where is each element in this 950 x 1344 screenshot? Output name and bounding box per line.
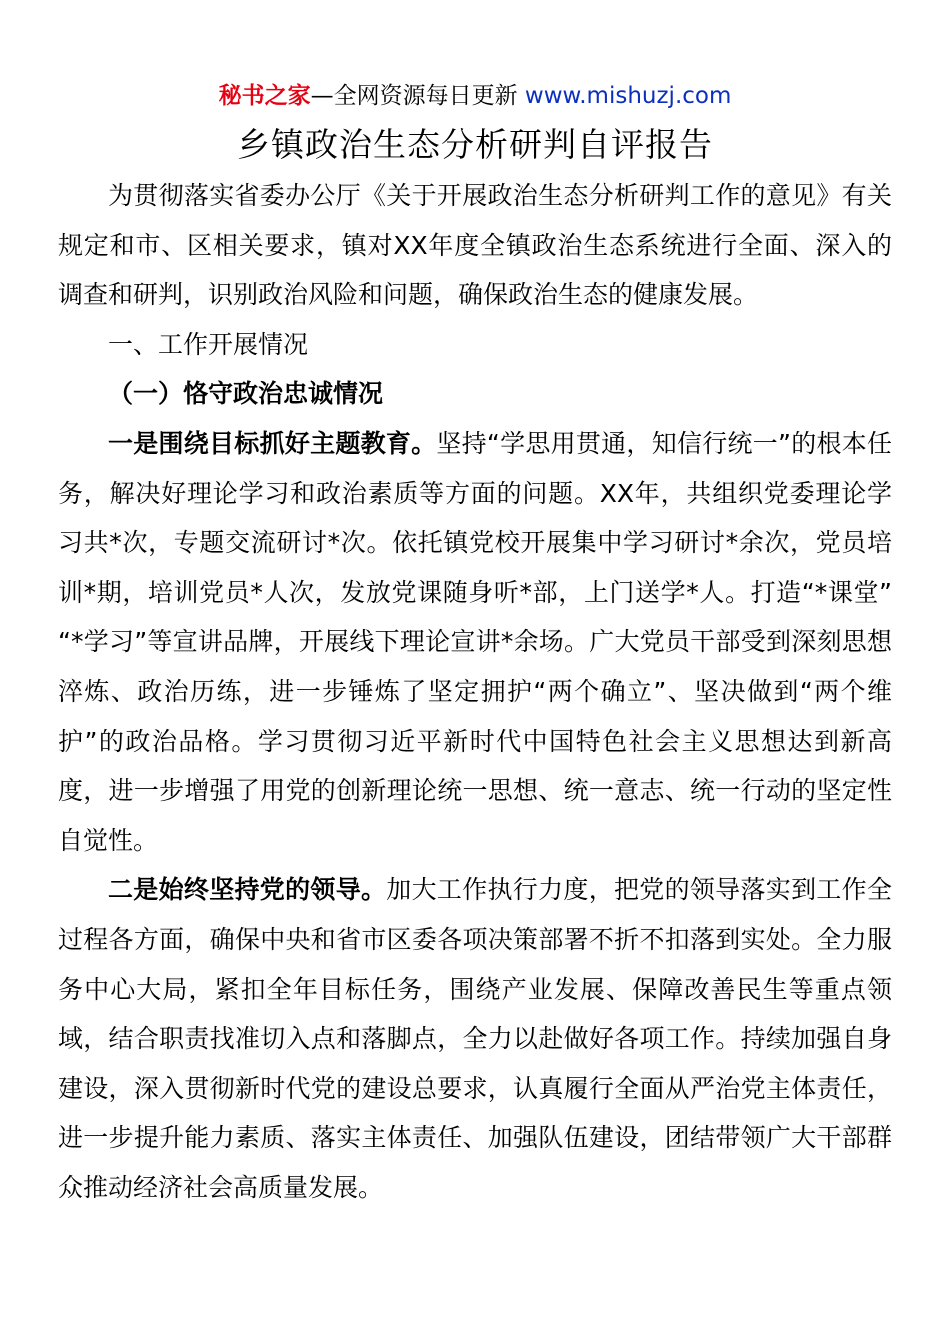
subsection-heading: （一）恪守政治忠诚情况 [108,379,384,409]
site-url-link[interactable]: www.mishuzj.com [524,83,732,109]
document-title: 乡镇政治生态分析研判自评报告 [237,125,713,164]
document-body [58,171,892,1212]
banner-slogan: —全网资源每日更新 [310,83,518,109]
brand-name: 秘书之家 [218,83,311,109]
point-one-lead: 一是围绕目标抓好主题教育。 [108,428,437,458]
intro-paragraph: 为贯彻落实省委办公厅《关于开展政治生态分析研判工作的意见》有关规定和市、区相关要求，镇对XX年度全镇政治生态系统进行全面、深入的调查和研判，识别政治风险和问题，确保政治生态的健康发展。 [58,181,892,310]
point-two-paragraph [58,865,892,1212]
section-heading: 一、工作开展情况 [108,329,309,359]
point-one-paragraph [58,419,892,865]
point-two-lead: 二是始终坚持党的领导。 [108,875,387,905]
site-banner [0,80,950,112]
point-two-body: 加大工作执行力度，把党的领导落实到工作全过程各方面，确保中央和省市区委各项决策部署不折不扣落到实处。全力服务中心大局，紧扣全年目标任务，围绕产业发展、保障改善民生等重点领域，结合职责找准切入点和落脚点，全力以赴做好各项工作。持续加强自身建设，深入贯彻新时代党的建设总要求，认真履行全面从严治党主体责任，进一步提升能力素质、落实主体责任、加强队伍建设，团结带领广大干部群众推动经济社会高质量发展。 [58,875,892,1202]
point-one-body: 坚持“学思用贯通，知信行统一”的根本任务，解决好理论学习和政治素质等方面的问题。XX年，共组织党委理论学习共*次，专题交流研讨*次。依托镇党校开展集中学习研讨*余次，党员培训*期，培训党员*人次，发放党课随身听*部，上门送学*人。打造“*课堂” “*学习”等宣讲品牌，开展线下理论宣讲*余场。广大党员干部受到深刻思想淬炼、政治历练，进一步锤炼了坚定拥护“两个确立”、坚决做到“两个维护”的政治品格。学习贯彻习近平新时代中国特色社会主义思想达到新高度，进一步增强了用党的创新理论统一思想、统一意志、统一行动的坚定性自觉性。 [58,428,892,855]
